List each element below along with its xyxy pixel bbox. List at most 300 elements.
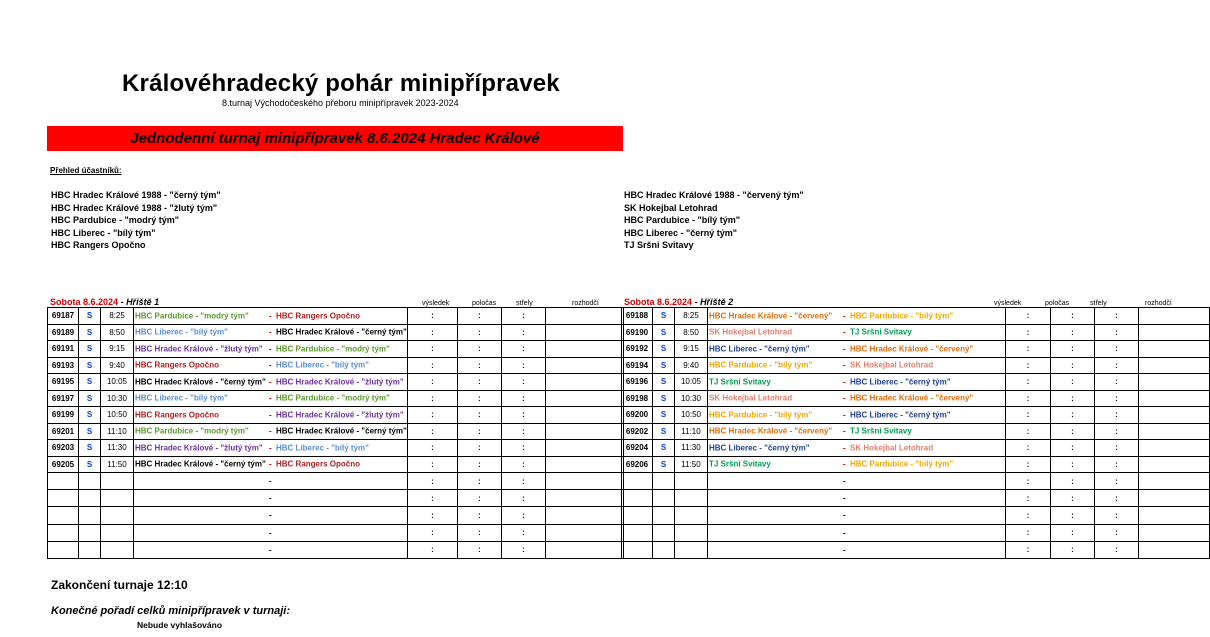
match-category: S bbox=[653, 308, 675, 325]
result-cell: : bbox=[1006, 456, 1051, 473]
participants-heading: Přehled účastníků: bbox=[50, 166, 122, 175]
half-cell: : bbox=[1051, 407, 1095, 424]
away-team: HBC Hradec Králové - "černý tým" bbox=[276, 426, 407, 436]
match-time: 9:40 bbox=[101, 357, 134, 374]
half-cell: : bbox=[458, 524, 502, 541]
shots-cell: : bbox=[502, 357, 546, 374]
match-time: 11:30 bbox=[675, 440, 708, 457]
match-id: 69195 bbox=[48, 374, 79, 391]
team-separator: - bbox=[843, 510, 846, 520]
team-separator: - bbox=[843, 377, 846, 387]
match-category: S bbox=[79, 357, 101, 374]
table-row bbox=[622, 390, 1210, 407]
match-id: 69200 bbox=[622, 407, 653, 424]
away-team: HBC Rangers Opočno bbox=[276, 311, 361, 321]
referee-cell bbox=[1139, 490, 1210, 507]
match-teams bbox=[708, 390, 1006, 407]
match-category bbox=[653, 473, 675, 490]
match-teams bbox=[708, 490, 1006, 507]
match-id bbox=[622, 507, 653, 524]
match-teams bbox=[708, 440, 1006, 457]
match-time: 8:50 bbox=[101, 324, 134, 341]
referee-cell bbox=[546, 440, 624, 457]
team-separator: - bbox=[843, 311, 846, 321]
result-cell: : bbox=[408, 308, 458, 325]
home-team: HBC Pardubice - "bílý tým" bbox=[709, 410, 813, 420]
match-teams bbox=[134, 524, 408, 541]
match-time: 10:50 bbox=[101, 407, 134, 424]
result-cell: : bbox=[408, 524, 458, 541]
away-team: HBC Pardubice - "bílý tým" bbox=[850, 311, 954, 321]
match-time: 9:15 bbox=[101, 341, 134, 358]
match-time bbox=[675, 473, 708, 490]
table-row-empty bbox=[48, 524, 624, 541]
half-cell: : bbox=[1051, 473, 1095, 490]
table-row bbox=[48, 407, 624, 424]
shots-cell: : bbox=[502, 507, 546, 524]
home-team: HBC Hradec Králové - "černý tým" bbox=[135, 377, 266, 387]
match-category: S bbox=[79, 341, 101, 358]
match-time: 11:10 bbox=[675, 423, 708, 440]
match-category: S bbox=[79, 374, 101, 391]
result-cell: : bbox=[408, 473, 458, 490]
match-id: 69198 bbox=[622, 390, 653, 407]
match-id bbox=[622, 473, 653, 490]
match-teams bbox=[134, 407, 408, 424]
half-cell: : bbox=[1051, 390, 1095, 407]
table-row-empty bbox=[622, 490, 1210, 507]
referee-cell bbox=[1139, 308, 1210, 325]
away-team: HBC Liberec - "bílý tým" bbox=[276, 360, 369, 370]
shots-cell: : bbox=[1095, 440, 1139, 457]
half-cell: : bbox=[458, 423, 502, 440]
match-time bbox=[101, 473, 134, 490]
home-team: HBC Pardubice - "modrý tým" bbox=[135, 311, 249, 321]
match-id: 69206 bbox=[622, 456, 653, 473]
table-row bbox=[48, 423, 624, 440]
match-category: S bbox=[79, 456, 101, 473]
match-teams bbox=[134, 390, 408, 407]
table-row bbox=[48, 308, 624, 325]
match-id bbox=[48, 490, 79, 507]
match-category: S bbox=[79, 423, 101, 440]
away-team: HBC Hradec Králové - "červený" bbox=[850, 344, 974, 354]
referee-cell bbox=[1139, 473, 1210, 490]
referee-cell bbox=[546, 308, 624, 325]
match-teams bbox=[134, 440, 408, 457]
match-id bbox=[48, 524, 79, 541]
team-separator: - bbox=[843, 393, 846, 403]
team-separator: - bbox=[269, 545, 272, 555]
match-time: 8:25 bbox=[101, 308, 134, 325]
participant: HBC Liberec - "bílý tým" bbox=[51, 227, 156, 238]
match-time: 8:50 bbox=[675, 324, 708, 341]
match-category: S bbox=[79, 308, 101, 325]
result-cell: : bbox=[1006, 357, 1051, 374]
match-id: 69190 bbox=[622, 324, 653, 341]
pitch2-heading: Sobota 8.6.2024 - Hřiště 2 bbox=[624, 297, 734, 307]
referee-cell bbox=[1139, 357, 1210, 374]
team-separator: - bbox=[843, 426, 846, 436]
table-row-empty bbox=[622, 541, 1210, 558]
team-separator: - bbox=[843, 459, 846, 469]
match-category: S bbox=[653, 440, 675, 457]
match-time: 9:40 bbox=[675, 357, 708, 374]
result-cell: : bbox=[1006, 541, 1051, 558]
match-teams bbox=[134, 308, 408, 325]
shots-cell: : bbox=[502, 490, 546, 507]
match-id bbox=[48, 473, 79, 490]
table-row bbox=[622, 308, 1210, 325]
match-time: 10:50 bbox=[675, 407, 708, 424]
team-separator: - bbox=[843, 327, 846, 337]
team-separator: - bbox=[843, 528, 846, 538]
referee-cell bbox=[546, 341, 624, 358]
half-cell: : bbox=[1051, 456, 1095, 473]
match-category bbox=[79, 524, 101, 541]
shots-cell: : bbox=[1095, 541, 1139, 558]
referee-cell bbox=[1139, 341, 1210, 358]
shots-cell: : bbox=[502, 456, 546, 473]
shots-cell: : bbox=[502, 341, 546, 358]
col-half-1: poločas bbox=[472, 300, 497, 307]
match-time: 10:30 bbox=[101, 390, 134, 407]
match-category: S bbox=[79, 390, 101, 407]
col-shots-1: střely bbox=[516, 300, 533, 307]
shots-cell: : bbox=[1095, 308, 1139, 325]
away-team: HBC Hradec Králové - "žlutý tým" bbox=[276, 377, 404, 387]
shots-cell: : bbox=[1095, 390, 1139, 407]
team-separator: - bbox=[269, 327, 272, 337]
team-separator: - bbox=[269, 377, 272, 387]
half-cell: : bbox=[1051, 423, 1095, 440]
shots-cell: : bbox=[1095, 507, 1139, 524]
match-time: 10:05 bbox=[675, 374, 708, 391]
home-team: HBC Hradec Králové - "černý tým" bbox=[135, 459, 266, 469]
home-team: HBC Liberec - "bílý tým" bbox=[135, 327, 228, 337]
match-category bbox=[653, 541, 675, 558]
team-separator: - bbox=[269, 459, 272, 469]
shots-cell: : bbox=[1095, 490, 1139, 507]
away-team: HBC Hradec Králové - "červený" bbox=[850, 393, 974, 403]
match-time: 10:30 bbox=[675, 390, 708, 407]
result-cell: : bbox=[1006, 374, 1051, 391]
page-title: Královéhradecký pohár minipřípravek bbox=[122, 70, 560, 97]
match-teams bbox=[708, 324, 1006, 341]
match-category: S bbox=[79, 324, 101, 341]
participant: SK Hokejbal Letohrad bbox=[624, 202, 718, 213]
match-category: S bbox=[653, 357, 675, 374]
col-referee-2: rozhodčí bbox=[1145, 300, 1172, 307]
referee-cell bbox=[546, 324, 624, 341]
match-teams bbox=[708, 524, 1006, 541]
participant: TJ Sršni Svitavy bbox=[624, 240, 694, 250]
referee-cell bbox=[546, 456, 624, 473]
match-category: S bbox=[653, 456, 675, 473]
shots-cell: : bbox=[502, 324, 546, 341]
referee-cell bbox=[546, 541, 624, 558]
match-teams bbox=[134, 357, 408, 374]
referee-cell bbox=[1139, 456, 1210, 473]
away-team: HBC Rangers Opočno bbox=[276, 459, 361, 469]
home-team: HBC Pardubice - "bílý tým" bbox=[709, 360, 813, 370]
match-category bbox=[79, 507, 101, 524]
away-team: HBC Pardubice - "modrý tým" bbox=[276, 344, 390, 354]
half-cell: : bbox=[1051, 524, 1095, 541]
half-cell: : bbox=[458, 490, 502, 507]
shots-cell: : bbox=[502, 473, 546, 490]
tournament-end-text: Zakončení turnaje 12:10 bbox=[51, 578, 188, 592]
referee-cell bbox=[546, 357, 624, 374]
match-teams bbox=[708, 308, 1006, 325]
home-team: HBC Hradec Králové - "červený" bbox=[709, 426, 833, 436]
away-team: SK Hokejbal Letohrad bbox=[850, 443, 934, 453]
shots-cell: : bbox=[502, 390, 546, 407]
shots-cell: : bbox=[502, 374, 546, 391]
half-cell: : bbox=[458, 541, 502, 558]
match-time bbox=[675, 541, 708, 558]
match-id: 69196 bbox=[622, 374, 653, 391]
table-row bbox=[48, 374, 624, 391]
half-cell: : bbox=[1051, 341, 1095, 358]
team-separator: - bbox=[843, 476, 846, 486]
match-category: S bbox=[79, 440, 101, 457]
half-cell: : bbox=[458, 357, 502, 374]
participant: HBC Pardubice - "bílý tým" bbox=[624, 215, 741, 225]
half-cell: : bbox=[1051, 507, 1095, 524]
match-teams bbox=[134, 507, 408, 524]
result-cell: : bbox=[408, 407, 458, 424]
match-time bbox=[101, 524, 134, 541]
shots-cell: : bbox=[502, 308, 546, 325]
team-separator: - bbox=[843, 410, 846, 420]
shots-cell: : bbox=[502, 407, 546, 424]
match-category: S bbox=[653, 341, 675, 358]
shots-cell: : bbox=[1095, 341, 1139, 358]
match-id: 69205 bbox=[48, 456, 79, 473]
shots-cell: : bbox=[1095, 423, 1139, 440]
team-separator: - bbox=[269, 528, 272, 538]
match-teams bbox=[134, 473, 408, 490]
team-separator: - bbox=[269, 360, 272, 370]
away-team: HBC Liberec - "bílý tým" bbox=[276, 443, 369, 453]
match-category: S bbox=[653, 374, 675, 391]
match-time bbox=[675, 490, 708, 507]
match-teams bbox=[708, 473, 1006, 490]
referee-cell bbox=[1139, 423, 1210, 440]
match-time: 10:05 bbox=[101, 374, 134, 391]
home-team: HBC Hradec Králové - "žlutý tým" bbox=[135, 344, 263, 354]
away-team: TJ Sršni Svitavy bbox=[850, 327, 912, 337]
result-cell: : bbox=[408, 324, 458, 341]
referee-cell bbox=[546, 423, 624, 440]
result-cell: : bbox=[408, 357, 458, 374]
match-id bbox=[622, 524, 653, 541]
half-cell: : bbox=[1051, 541, 1095, 558]
result-cell: : bbox=[408, 507, 458, 524]
match-id: 69204 bbox=[622, 440, 653, 457]
team-separator: - bbox=[269, 393, 272, 403]
referee-cell bbox=[1139, 390, 1210, 407]
match-category: S bbox=[653, 407, 675, 424]
col-referee-1: rozhodčí bbox=[572, 300, 599, 307]
match-time bbox=[101, 507, 134, 524]
half-cell: : bbox=[1051, 324, 1095, 341]
team-separator: - bbox=[269, 410, 272, 420]
match-teams bbox=[134, 456, 408, 473]
match-id: 69193 bbox=[48, 357, 79, 374]
match-teams bbox=[134, 341, 408, 358]
referee-cell bbox=[1139, 440, 1210, 457]
table-row-empty bbox=[622, 524, 1210, 541]
match-id: 69197 bbox=[48, 390, 79, 407]
match-id bbox=[48, 541, 79, 558]
referee-cell bbox=[1139, 524, 1210, 541]
table-row bbox=[48, 440, 624, 457]
participant: HBC Pardubice - "modrý tým" bbox=[51, 215, 180, 225]
result-cell: : bbox=[408, 423, 458, 440]
result-cell: : bbox=[1006, 490, 1051, 507]
participant: HBC Hradec Králové 1988 - "černý tým" bbox=[51, 190, 221, 200]
half-cell: : bbox=[1051, 357, 1095, 374]
result-cell: : bbox=[1006, 423, 1051, 440]
team-separator: - bbox=[843, 344, 846, 354]
match-teams bbox=[708, 507, 1006, 524]
match-category bbox=[79, 490, 101, 507]
away-team: HBC Pardubice - "bílý tým" bbox=[850, 459, 954, 469]
result-cell: : bbox=[408, 490, 458, 507]
table-row bbox=[622, 423, 1210, 440]
result-cell: : bbox=[1006, 524, 1051, 541]
table-row-empty bbox=[48, 473, 624, 490]
match-teams bbox=[134, 324, 408, 341]
half-cell: : bbox=[458, 390, 502, 407]
table-row bbox=[622, 357, 1210, 374]
team-separator: - bbox=[843, 360, 846, 370]
match-time: 8:25 bbox=[675, 308, 708, 325]
match-time bbox=[675, 507, 708, 524]
home-team: HBC Liberec - "bílý tým" bbox=[135, 393, 228, 403]
table-row bbox=[622, 374, 1210, 391]
match-teams bbox=[134, 490, 408, 507]
participant: HBC Hradec Králové 1988 - "žlutý tým" bbox=[51, 202, 218, 213]
match-time bbox=[101, 541, 134, 558]
result-cell: : bbox=[1006, 324, 1051, 341]
match-id bbox=[622, 490, 653, 507]
team-separator: - bbox=[269, 510, 272, 520]
match-category bbox=[653, 490, 675, 507]
pitch2-name: Hřiště 2 bbox=[700, 297, 734, 307]
match-teams bbox=[708, 407, 1006, 424]
match-category bbox=[653, 507, 675, 524]
team-separator: - bbox=[269, 493, 272, 503]
result-cell: : bbox=[408, 374, 458, 391]
shots-cell: : bbox=[1095, 407, 1139, 424]
referee-cell bbox=[546, 490, 624, 507]
home-team: HBC Liberec - "černý tým" bbox=[709, 344, 810, 354]
home-team: HBC Hradec Králové - "červený" bbox=[709, 311, 833, 321]
match-category bbox=[653, 524, 675, 541]
table-row-empty bbox=[48, 507, 624, 524]
match-time: 11:50 bbox=[675, 456, 708, 473]
col-half-2: poločas bbox=[1045, 300, 1070, 307]
result-cell: : bbox=[1006, 440, 1051, 457]
match-id bbox=[622, 541, 653, 558]
match-time: 11:50 bbox=[101, 456, 134, 473]
match-id: 69203 bbox=[48, 440, 79, 457]
table-row-empty bbox=[48, 541, 624, 558]
match-id: 69202 bbox=[622, 423, 653, 440]
home-team: SK Hokejbal Letohrad bbox=[709, 393, 793, 403]
result-cell: : bbox=[1006, 507, 1051, 524]
team-separator: - bbox=[843, 545, 846, 555]
result-cell: : bbox=[1006, 341, 1051, 358]
participant: HBC Liberec - "černý tým" bbox=[624, 227, 738, 238]
referee-cell bbox=[1139, 541, 1210, 558]
result-cell: : bbox=[408, 390, 458, 407]
result-cell: : bbox=[408, 440, 458, 457]
match-category bbox=[79, 541, 101, 558]
away-team: HBC Liberec - "černý tým" bbox=[850, 377, 951, 387]
away-team: HBC Hradec Králové - "černý tým" bbox=[276, 327, 407, 337]
page-subtitle: 8.turnaj Východočeského přeboru minipřípravek 2023-2024 bbox=[222, 98, 459, 108]
table-row-empty bbox=[622, 507, 1210, 524]
home-team: HBC Rangers Opočno bbox=[135, 360, 220, 370]
referee-cell bbox=[1139, 324, 1210, 341]
participant: HBC Hradec Králové 1988 - "červený tým" bbox=[624, 190, 804, 200]
result-cell: : bbox=[1006, 473, 1051, 490]
match-teams bbox=[708, 357, 1006, 374]
col-result-2: výsledek bbox=[994, 300, 1022, 307]
team-separator: - bbox=[843, 443, 846, 453]
half-cell: : bbox=[458, 308, 502, 325]
match-teams bbox=[708, 423, 1006, 440]
home-team: TJ Sršni Svitavy bbox=[709, 459, 771, 469]
match-teams bbox=[708, 541, 1006, 558]
pitch1-heading: Sobota 8.6.2024 - Hřiště 1 bbox=[50, 297, 160, 307]
match-teams bbox=[134, 541, 408, 558]
away-team: HBC Liberec - "černý tým" bbox=[850, 410, 951, 420]
shots-cell: : bbox=[502, 423, 546, 440]
match-category: S bbox=[79, 407, 101, 424]
away-team: SK Hokejbal Letohrad bbox=[850, 360, 934, 370]
home-team: TJ Sršni Svitavy bbox=[709, 377, 771, 387]
half-cell: : bbox=[1051, 374, 1095, 391]
half-cell: : bbox=[1051, 490, 1095, 507]
shots-cell: : bbox=[1095, 456, 1139, 473]
pitch2-rows bbox=[622, 308, 1210, 559]
match-id: 69189 bbox=[48, 324, 79, 341]
referee-cell bbox=[546, 524, 624, 541]
table-row bbox=[622, 440, 1210, 457]
match-time: 11:10 bbox=[101, 423, 134, 440]
match-time bbox=[101, 490, 134, 507]
referee-cell bbox=[546, 507, 624, 524]
home-team: SK Hokejbal Letohrad bbox=[709, 327, 793, 337]
col-result-1: výsledek bbox=[422, 300, 450, 307]
referee-cell bbox=[546, 407, 624, 424]
referee-cell bbox=[546, 473, 624, 490]
match-category bbox=[79, 473, 101, 490]
result-cell: : bbox=[1006, 308, 1051, 325]
match-category: S bbox=[653, 390, 675, 407]
final-standings-heading: Konečné pořadí celků minipřípravek v turnaji: bbox=[51, 605, 291, 617]
result-cell: : bbox=[1006, 407, 1051, 424]
match-id: 69194 bbox=[622, 357, 653, 374]
shots-cell: : bbox=[502, 541, 546, 558]
away-team: HBC Hradec Králové - "žlutý tým" bbox=[276, 410, 404, 420]
match-id: 69201 bbox=[48, 423, 79, 440]
